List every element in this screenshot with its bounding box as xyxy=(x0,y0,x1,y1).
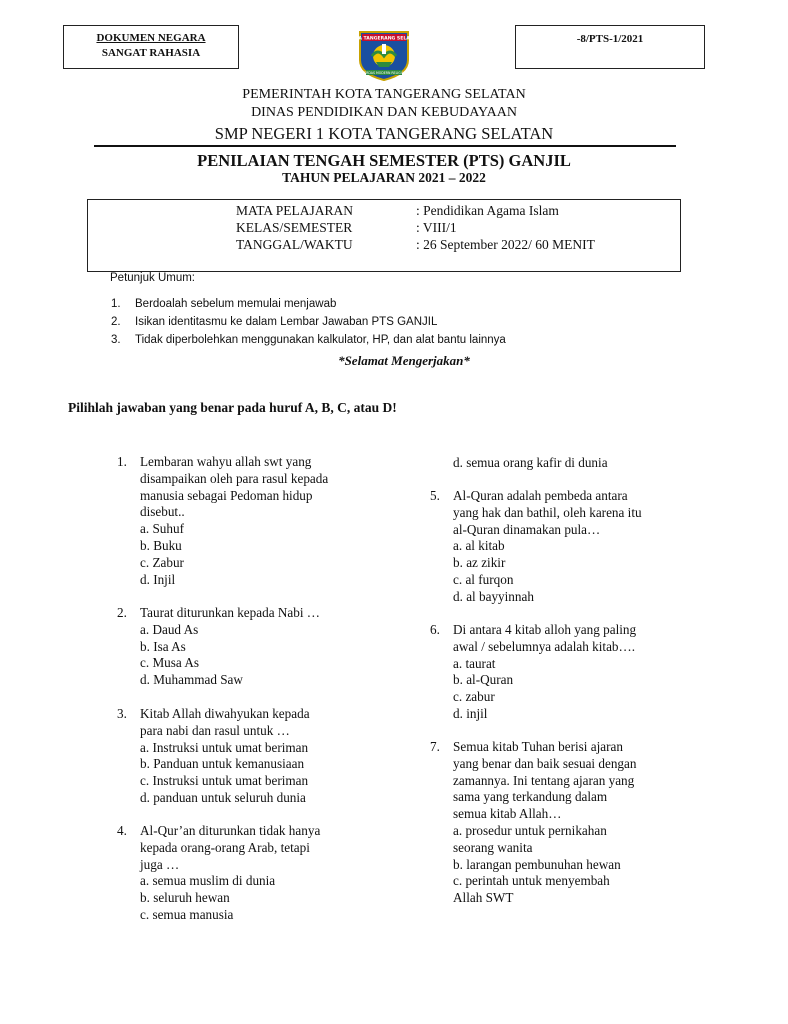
logo-text-top: KOTA TANGERANG SELATAN xyxy=(348,36,420,42)
instruction-text: Berdoalah sebelum memulai menjawab xyxy=(135,298,337,310)
logo-text-bottom: CERDAS MODERN RELIGIUS xyxy=(361,70,407,75)
exam-info-box xyxy=(87,199,681,272)
answer-option[interactable]: seorang wanita xyxy=(453,839,533,855)
answer-option[interactable]: c. perintah untuk menyembah xyxy=(453,873,610,889)
answer-option[interactable]: Allah SWT xyxy=(453,890,514,906)
answer-option[interactable]: d. injil xyxy=(453,705,488,721)
exam-title: PENILAIAN TENGAH SEMESTER (PTS) GANJIL xyxy=(197,151,571,170)
classification-line2: SANGAT RAHASIA xyxy=(101,47,201,59)
answer-option[interactable]: c. Musa As xyxy=(140,655,199,671)
classification-box xyxy=(63,25,239,69)
info-label: KELAS/SEMESTER xyxy=(236,220,353,235)
question xyxy=(117,605,380,689)
instruction-number: 1. xyxy=(111,298,121,310)
instruction-text: Tidak diperbolehkan menggunakan kalkulator, HP, dan alat bantu lainnya xyxy=(135,334,506,346)
slogan: *Selamat Mengerjakan* xyxy=(338,353,470,368)
answer-option[interactable]: b. az zikir xyxy=(453,555,506,571)
answer-option[interactable]: d. al bayyinnah xyxy=(453,588,534,604)
question-continuation xyxy=(453,455,693,472)
question-line: kepada orang-orang Arab, tetapi xyxy=(140,839,310,855)
answer-option[interactable]: b. Buku xyxy=(140,537,182,553)
answer-option[interactable]: d. panduan untuk seluruh dunia xyxy=(140,789,306,805)
answer-option[interactable]: c. Zabur xyxy=(140,554,184,570)
answer-option[interactable]: c. Instruksi untuk umat beriman xyxy=(140,773,309,789)
info-label: MATA PELAJARAN xyxy=(236,203,354,218)
answer-option[interactable]: d. semua orang kafir di dunia xyxy=(453,455,608,470)
question-number: 7. xyxy=(430,739,440,754)
answer-option[interactable]: b. Panduan untuk kemanusiaan xyxy=(140,756,305,772)
answer-option[interactable]: b. seluruh hewan xyxy=(140,890,230,906)
info-value: : Pendidikan Agama Islam xyxy=(416,203,559,218)
question xyxy=(430,739,703,907)
question-line: para nabi dan rasul untuk … xyxy=(140,722,290,738)
question-number: 4. xyxy=(117,823,127,838)
question-number: 1. xyxy=(117,454,127,469)
question xyxy=(117,823,380,924)
question-line: manusia sebagai Pedoman hidup xyxy=(140,487,313,503)
instruction-number: 2. xyxy=(111,316,121,328)
classification-line1: DOKUMEN NEGARA xyxy=(96,32,206,44)
answer-option[interactable]: b. al-Quran xyxy=(453,672,514,688)
answer-option[interactable]: c. zabur xyxy=(453,689,495,705)
question-line: semua kitab Allah… xyxy=(453,806,562,822)
school-name: SMP NEGERI 1 KOTA TANGERANG SELATAN xyxy=(214,124,554,143)
info-value: : 26 September 2022/ 60 MENIT xyxy=(416,237,595,252)
answer-option[interactable]: a. Daud As xyxy=(140,621,199,637)
instruction-text: Isikan identitasmu ke dalam Lembar Jawaban PTS GANJIL xyxy=(135,316,438,328)
question xyxy=(117,706,380,807)
question xyxy=(430,488,703,606)
question-line: zamannya. Ini tentang ajaran yang xyxy=(453,772,635,788)
question-line: Al-Qur’an diturunkan tidak hanya xyxy=(140,823,321,838)
info-value: : VIII/1 xyxy=(416,220,457,235)
info-label: TANGGAL/WAKTU xyxy=(236,237,353,252)
answer-option[interactable]: c. semua manusia xyxy=(140,906,234,922)
header-divider xyxy=(94,145,676,147)
instructions-heading: Petunjuk Umum: xyxy=(110,272,196,284)
question xyxy=(430,622,703,723)
instruction-number: 3. xyxy=(111,334,121,346)
answer-option[interactable]: a. taurat xyxy=(453,655,496,671)
question-line: yang benar dan baik sesuai dengan xyxy=(453,755,637,771)
city-emblem-logo xyxy=(348,26,420,82)
question-line: disebut.. xyxy=(140,504,185,520)
question-line: Kitab Allah diwahyukan kepada xyxy=(140,706,310,721)
question-number: 6. xyxy=(430,622,440,637)
answer-option[interactable]: a. prosedur untuk pernikahan xyxy=(453,822,607,838)
academic-year: TAHUN PELAJARAN 2021 – 2022 xyxy=(282,170,486,185)
question-line: awal / sebelumnya adalah kitab…. xyxy=(453,638,635,654)
answer-option[interactable]: b. larangan pembunuhan hewan xyxy=(453,856,621,872)
question-line: Lembaran wahyu allah swt yang xyxy=(140,454,312,469)
question-number: 3. xyxy=(117,706,127,721)
task-instruction: Pilihlah jawaban yang benar pada huruf A, B, C, atau D! xyxy=(68,400,397,415)
answer-option[interactable]: b. Isa As xyxy=(140,638,186,654)
answer-option[interactable]: d. Injil xyxy=(140,571,176,587)
question-line: disampaikan oleh para rasul kepada xyxy=(140,470,329,486)
answer-option[interactable]: a. semua muslim di dunia xyxy=(140,873,276,889)
answer-option[interactable]: d. Muhammad Saw xyxy=(140,672,243,688)
question-number: 5. xyxy=(430,488,440,503)
question-line: sama yang terkandung dalam xyxy=(453,789,608,805)
question-number: 2. xyxy=(117,605,127,620)
question-line: Di antara 4 kitab alloh yang paling xyxy=(453,622,637,637)
gov-line1: PEMERINTAH KOTA TANGERANG SELATAN xyxy=(242,87,526,102)
question-line: yang hak dan bathil, oleh karena itu xyxy=(453,504,642,520)
answer-option[interactable]: a. Suhuf xyxy=(140,521,184,537)
answer-option[interactable]: a. Instruksi untuk umat beriman xyxy=(140,739,309,755)
answer-option[interactable]: a. al kitab xyxy=(453,538,505,554)
answer-option[interactable]: c. al furqon xyxy=(453,571,514,587)
question xyxy=(117,454,380,588)
question-line: Semua kitab Tuhan berisi ajaran xyxy=(453,739,623,754)
document-code-box xyxy=(515,25,705,69)
question-line: al-Quran dinamakan pula… xyxy=(453,521,601,537)
question-line: Al-Quran adalah pembeda antara xyxy=(453,488,628,503)
question-line: Taurat diturunkan kepada Nabi … xyxy=(140,605,320,620)
document-code: -8/PTS-1/2021 xyxy=(576,33,644,45)
gov-line2: DINAS PENDIDIKAN DAN KEBUDAYAAN xyxy=(251,105,517,120)
question-line: juga … xyxy=(140,856,180,872)
